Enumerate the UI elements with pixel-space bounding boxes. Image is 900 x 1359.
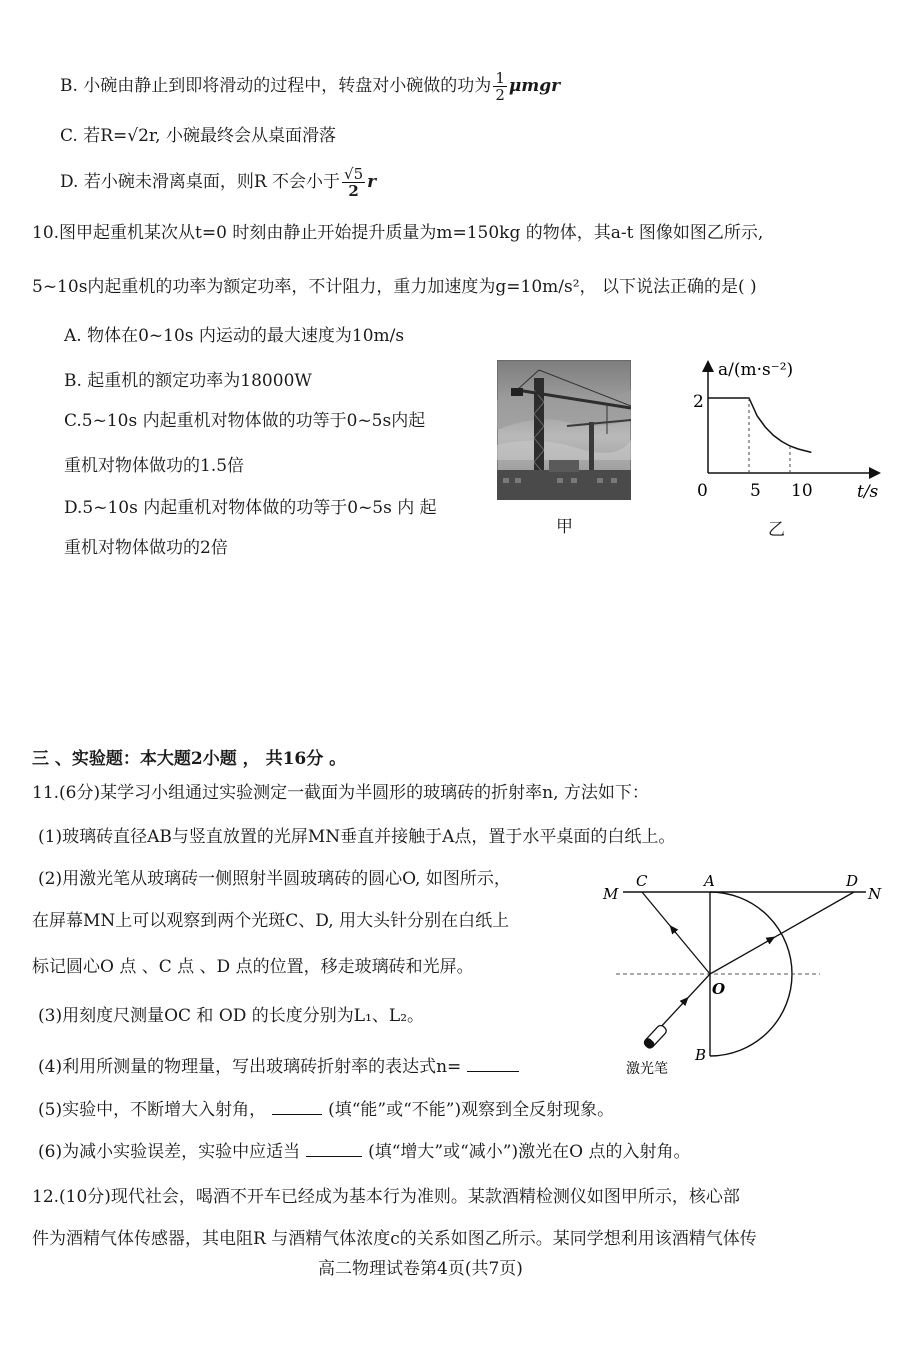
q11-stem: 11.(6分)某学习小组通过实验测定一截面为半圆形的玻璃砖的折射率n, 方法如下： — [32, 783, 649, 803]
fig-yi-caption: 乙 — [768, 520, 785, 540]
q9-option-d-fraction — [342, 166, 365, 199]
q9-option-b — [60, 70, 560, 103]
q10-option-c-line2: 重机对物体做功的1.5倍 — [64, 456, 245, 476]
q9-option-d — [60, 166, 376, 199]
q11-step5 — [38, 1098, 614, 1121]
fig-jia-caption: 甲 — [556, 517, 573, 537]
q10-option-b: B. 起重机的额定功率为18000W — [64, 371, 312, 391]
answer-blank-incident-angle[interactable] — [306, 1140, 362, 1157]
q11-step5-text-b: (填“能”或“不能”)观察到全反射现象。 — [328, 1100, 615, 1120]
fraction-numerator: 1 — [495, 69, 505, 87]
q11-step1: (1)玻璃砖直径AB与竖直放置的光屏MN垂直并接触于A点，置于水平桌面的白纸上。 — [38, 827, 676, 847]
q11-step6 — [38, 1140, 690, 1163]
label-a: A — [704, 872, 715, 890]
q10-stem-line1: 10.图甲起重机某次从t=0 时刻由静止开始提升质量为m=150kg 的物体，其a-t 图像如图乙所示, — [32, 223, 764, 243]
q9-option-b-fraction — [493, 70, 507, 103]
q11-step3: (3)用刻度尺测量OC 和 OD 的长度分别为L₁、L₂。 — [38, 1006, 425, 1026]
label-c: C — [636, 872, 648, 890]
optics-diagram — [598, 868, 890, 1078]
section-3-title: 三 、实验题：本大题2小题 ， 共16分 。 — [32, 749, 347, 769]
page-footer: 高二物理试卷第4页(共7页) — [318, 1259, 523, 1279]
acceleration-curve — [708, 398, 811, 452]
q9-option-d-tail: r — [367, 172, 377, 192]
q11-step2-line3: 标记圆心O 点 、C 点 、D 点的位置，移走玻璃砖和光屏。 — [32, 957, 474, 977]
q11-step4-text: (4)利用所测量的物理量，写出玻璃砖折射率的表达式n= — [38, 1057, 462, 1077]
fraction-denominator: 2 — [348, 182, 359, 200]
refracted-ray — [710, 892, 854, 974]
origin-label: 0 — [697, 481, 708, 501]
q10-option-a: A. 物体在0~10s 内运动的最大速度为10m/s — [64, 326, 405, 346]
q9-option-b-tail: μmgr — [508, 76, 561, 96]
q10-option-d-line2: 重机对物体做功的2倍 — [64, 538, 228, 558]
q10-stem-line2: 5~10s内起重机的功率为额定功率，不计阻力，重力加速度为g=10m/s²， 以下说法正确的是( ) — [32, 277, 757, 297]
q11-step2-line1: (2)用激光笔从玻璃砖一侧照射半圆玻璃砖的圆心O, 如图所示， — [38, 869, 511, 889]
label-m: M — [603, 885, 619, 903]
a-t-graph — [680, 355, 890, 505]
label-d: D — [846, 872, 859, 890]
q12-line1: 12.(10分)现代社会，喝酒不开车已经成为基本行为准则。某款酒精检测仪如图甲所示，核心部 — [32, 1187, 740, 1207]
q11-step2-line2: 在屏幕MN上可以观察到两个光斑C、D, 用大头针分别在白纸上 — [32, 911, 510, 931]
y-tick-2: 2 — [693, 392, 704, 412]
x-tick-10: 10 — [791, 481, 813, 501]
label-b: B — [695, 1046, 707, 1064]
label-n: N — [868, 885, 882, 903]
y-axis-label: a/(m·s⁻²) — [718, 360, 794, 380]
q10-option-c-line1: C.5~10s 内起重机对物体做的功等于0~5s内起 — [64, 411, 426, 431]
fraction-denominator: 2 — [495, 86, 505, 104]
q10-option-d-line1: D.5~10s 内起重机对物体做的功等于0~5s 内 起 — [64, 498, 437, 518]
label-laser: 激光笔 — [626, 1061, 668, 1077]
fraction-numerator: √5 — [344, 165, 364, 183]
q11-step6-text-b: (填“增大”或“减小”)激光在O 点的入射角。 — [368, 1142, 691, 1162]
answer-blank-n[interactable] — [467, 1055, 519, 1072]
laser-pen-icon — [643, 1024, 668, 1050]
q12-line2: 件为酒精气体传感器，其电阻R 与酒精气体浓度c的关系如图乙所示。某同学想利用该酒精气体传 — [32, 1229, 757, 1249]
label-o: O — [712, 980, 726, 998]
q11-step5-text-a: (5)实验中，不断增大入射角， — [38, 1100, 267, 1120]
x-tick-5: 5 — [750, 481, 761, 501]
q11-step6-text-a: (6)为减小实验误差，实验中应适当 — [38, 1142, 301, 1162]
q9-option-b-text: B. 小碗由静止到即将滑动的过程中，转盘对小碗做的功为 — [60, 76, 492, 96]
q11-step4 — [38, 1055, 519, 1078]
q9-option-d-text: D. 若小碗未滑离桌面，则R 不会小于 — [60, 172, 341, 192]
q9-option-c: C. 若R=√2r, 小碗最终会从桌面滑落 — [60, 126, 336, 146]
answer-blank-total-reflection[interactable] — [272, 1098, 322, 1115]
x-axis-label: t/s — [857, 482, 879, 502]
crane-photo — [497, 360, 631, 500]
